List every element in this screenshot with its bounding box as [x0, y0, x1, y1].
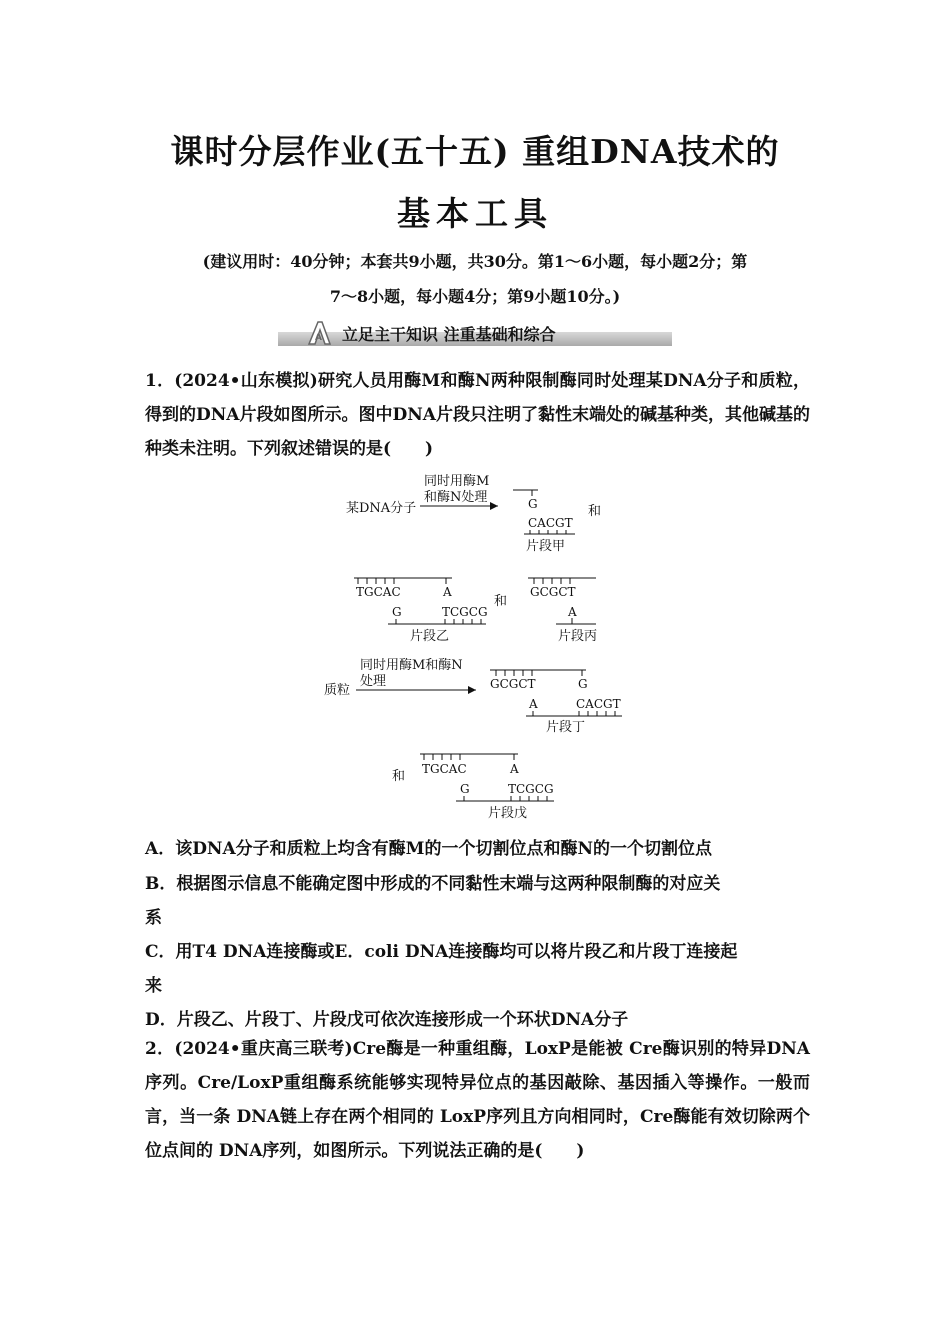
and-label-3: 和 — [392, 769, 406, 784]
frag-yi-top-left: TGCAC — [356, 585, 401, 599]
section-a-icon — [306, 320, 332, 346]
restriction-digest-figure — [320, 468, 640, 828]
arrow1-caption-1: 同时用酶M — [424, 474, 490, 489]
frag-jia-bottom-bases: CACGT — [528, 516, 573, 530]
frag-wu-top-right: A — [510, 762, 519, 776]
option-b: B．根据图示信息不能确定图中形成的不同黏性末端与这两种限制酶的对应关 — [145, 874, 721, 894]
frag-wu-bottom-right: TCGCG — [508, 782, 554, 796]
option-b-continued: 系 — [145, 908, 162, 928]
and-label-1: 和 — [588, 504, 602, 519]
frag-yi-bottom-ticks — [396, 619, 481, 624]
page-title: 课时分层作业(五十五) 重组DNA技术的 — [170, 132, 780, 171]
frag-yi-top-ticks — [358, 578, 446, 584]
frag-wu-name: 片段戊 — [488, 806, 528, 821]
frag-yi-top-right: A — [443, 585, 452, 599]
section-logo-letter: A — [315, 333, 322, 343]
arrow2-caption-2: 处理 — [360, 674, 387, 689]
arrow1-caption-2: 和酶N处理 — [424, 490, 488, 505]
plasmid-label: 质粒 — [324, 683, 351, 698]
frag-wu-top-ticks — [424, 754, 514, 760]
frag-ding-bottom-ticks — [533, 711, 615, 716]
option-c-continued: 来 — [145, 976, 162, 996]
frag-ding-bottom-left: A — [529, 697, 538, 711]
frag-ding-name: 片段丁 — [546, 720, 586, 735]
frag-jia-bottom-ticks — [530, 530, 566, 534]
option-c: C．用T4 DNA连接酶或E．coli DNA连接酶均可以将片段乙和片段丁连接起 — [145, 942, 738, 962]
option-a: A．该DNA分子和质粒上均含有酶M的一个切割位点和酶N的一个切割位点 — [145, 839, 713, 859]
option-d: D．片段乙、片段丁、片段戊可依次连接形成一个环状DNA分子 — [145, 1010, 629, 1030]
frag-yi-bottom-right: TCGCG — [442, 605, 488, 619]
question-2-stem: 2．(2024•重庆高三联考)Cre酶是一种重组酶，LoxP是能被 Cre酶识别的特异DNA序列。Cre/LoxP重组酶系统能够实现特异位点的基因敲除、基因插入等操作。一般而言，当一条 DNA链上存在两个相同的 LoxP序列且方向相同时，Cre酶能有效切除两个位点间的 DNA序列，如图所示。下列说法正确的是( ) — [145, 1039, 810, 1161]
frag-bing-name: 片段丙 — [558, 629, 598, 644]
frag-jia-name: 片段甲 — [526, 539, 566, 554]
frag-wu-bottom-left: G — [460, 782, 470, 796]
frag-wu-top-left: TGCAC — [422, 762, 467, 776]
time-note: (建议用时：40分钟；本套共9小题，共30分。第1～6小题，每小题2分；第 — [202, 252, 748, 271]
frag-ding-bottom-right: CACGT — [576, 697, 621, 711]
section-banner-text: 立足主干知识 注重基础和综合 — [342, 325, 556, 344]
frag-jia-top-base: G — [528, 497, 538, 511]
frag-wu-bottom-ticks — [464, 796, 547, 801]
question-1-stem: 1．(2024•山东模拟)研究人员用酶M和酶N两种限制酶同时处理某DNA分子和质粒，得到的DNA片段如图所示。图中DNA片段只注明了黏性末端处的碱基种类，其他碱基的种类未注明。下列叙述错误的是( ) — [145, 371, 810, 459]
arrow2-head — [468, 686, 476, 694]
arrow2-caption-1: 同时用酶M和酶N — [360, 658, 463, 673]
frag-bing-top-ticks — [534, 578, 570, 584]
arrow1-head — [490, 502, 498, 510]
frag-ding-top-ticks — [496, 670, 582, 676]
frag-yi-name: 片段乙 — [410, 629, 450, 644]
page-title-continued: 基本工具 — [397, 194, 553, 233]
frag-yi-bottom-left: G — [392, 605, 402, 619]
frag-bing-bottom-base: A — [568, 605, 577, 619]
frag-ding-top-right: G — [578, 677, 588, 691]
and-label-2: 和 — [494, 594, 508, 609]
section-banner — [278, 318, 672, 350]
frag-ding-top-left: GCGCT — [490, 677, 536, 691]
frag-bing-top-bases: GCGCT — [530, 585, 576, 599]
dna-molecule-label: 某DNA分子 — [346, 501, 417, 516]
time-note-continued: 7～8小题，每小题4分；第9小题10分。) — [329, 287, 621, 306]
